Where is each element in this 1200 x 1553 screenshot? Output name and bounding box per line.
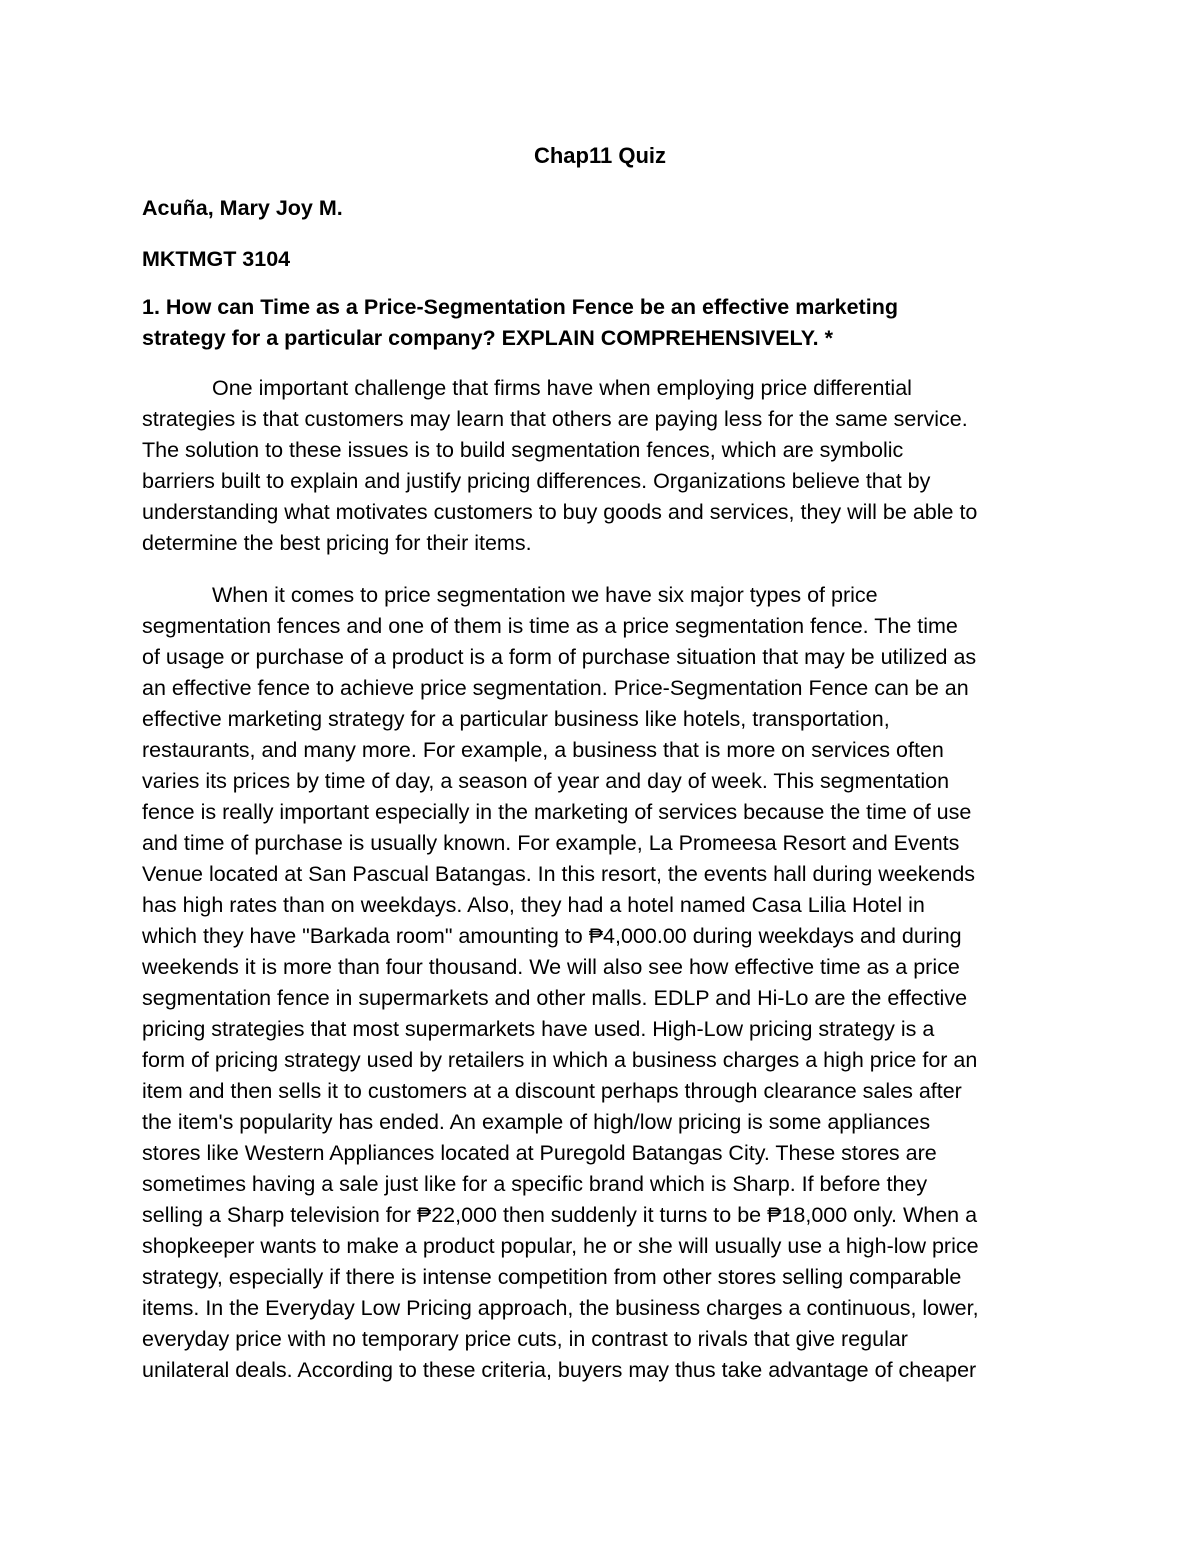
paragraph-line: effective marketing strategy for a particular business like hotels, transportation, bbox=[142, 707, 890, 731]
paragraph-line: strategies is that customers may learn that others are paying less for the same service. bbox=[142, 407, 968, 431]
paragraph-line: sometimes having a sale just like for a specific brand which is Sharp. If before they bbox=[142, 1172, 928, 1196]
paragraph-line: strategy, especially if there is intense competition from other stores selling comparable bbox=[142, 1265, 962, 1289]
paragraph-line: of usage or purchase of a product is a form of purchase situation that may be utilized as bbox=[142, 645, 977, 669]
paragraph-line: selling a Sharp television for ₱22,000 then suddenly it turns to be ₱18,000 only. When a bbox=[142, 1203, 978, 1227]
question-heading bbox=[142, 292, 1042, 354]
answer-paragraph-2 bbox=[142, 580, 1072, 1386]
author-name: Acuña, Mary Joy M. bbox=[142, 196, 343, 220]
paragraph-line: barriers built to explain and justify pricing differences. Organizations believe that by bbox=[142, 469, 931, 493]
paragraph-line: determine the best pricing for their items. bbox=[142, 531, 532, 555]
answer-paragraph-1 bbox=[142, 373, 1072, 559]
paragraph-line: pricing strategies that most supermarkets have used. High-Low pricing strategy is a bbox=[142, 1017, 935, 1041]
paragraph-line: When it comes to price segmentation we have six major types of price bbox=[212, 583, 878, 607]
paragraph-line: and time of purchase is usually known. For example, La Promeesa Resort and Events bbox=[142, 831, 960, 855]
paragraph-line: fence is really important especially in the marketing of services because the time of use bbox=[142, 800, 972, 824]
paragraph-line: One important challenge that firms have when employing price differential bbox=[212, 376, 912, 400]
paragraph-line: an effective fence to achieve price segmentation. Price-Segmentation Fence can be an bbox=[142, 676, 969, 700]
paragraph-line: has high rates than on weekdays. Also, they had a hotel named Casa Lilia Hotel in bbox=[142, 893, 925, 917]
paragraph-line: understanding what motivates customers to buy goods and services, they will be able to bbox=[142, 500, 978, 524]
paragraph-line: unilateral deals. According to these criteria, buyers may thus take advantage of cheaper bbox=[142, 1358, 977, 1382]
paragraph-line: item and then sells it to customers at a discount perhaps through clearance sales after bbox=[142, 1079, 962, 1103]
paragraph-line: the item's popularity has ended. An example of high/low pricing is some appliances bbox=[142, 1110, 931, 1134]
paragraph-line: weekends it is more than four thousand. We will also see how effective time as a price bbox=[142, 955, 960, 979]
course-code: MKTMGT 3104 bbox=[142, 247, 291, 271]
paragraph-line: items. In the Everyday Low Pricing approach, the business charges a continuous, lower, bbox=[142, 1296, 979, 1320]
paragraph-line: form of pricing strategy used by retailers in which a business charges a high price for an bbox=[142, 1048, 978, 1072]
paragraph-line: segmentation fence in supermarkets and other malls. EDLP and Hi-Lo are the effective bbox=[142, 986, 968, 1010]
paragraph-line: The solution to these issues is to build segmentation fences, which are symbolic bbox=[142, 438, 904, 462]
question-line: 1. How can Time as a Price-Segmentation Fence be an effective marketing bbox=[142, 295, 898, 319]
paragraph-line: restaurants, and many more. For example, a business that is more on services often bbox=[142, 738, 944, 762]
paragraph-line: shopkeeper wants to make a product popular, he or she will usually use a high-low price bbox=[142, 1234, 979, 1258]
paragraph-line: segmentation fences and one of them is time as a price segmentation fence. The time bbox=[142, 614, 958, 638]
paragraph-line: everyday price with no temporary price cuts, in contrast to rivals that give regular bbox=[142, 1327, 908, 1351]
paragraph-line: stores like Western Appliances located at Puregold Batangas City. These stores are bbox=[142, 1141, 937, 1165]
question-line: strategy for a particular company? EXPLAIN COMPREHENSIVELY. * bbox=[142, 326, 833, 350]
paragraph-line: Venue located at San Pascual Batangas. In this resort, the events hall during weekends bbox=[142, 862, 976, 886]
paragraph-line: varies its prices by time of day, a season of year and day of week. This segmentation bbox=[142, 769, 950, 793]
document-title: Chap11 Quiz bbox=[533, 143, 667, 168]
paragraph-line: which they have "Barkada room" amounting to ₱4,000.00 during weekdays and during bbox=[142, 924, 962, 948]
